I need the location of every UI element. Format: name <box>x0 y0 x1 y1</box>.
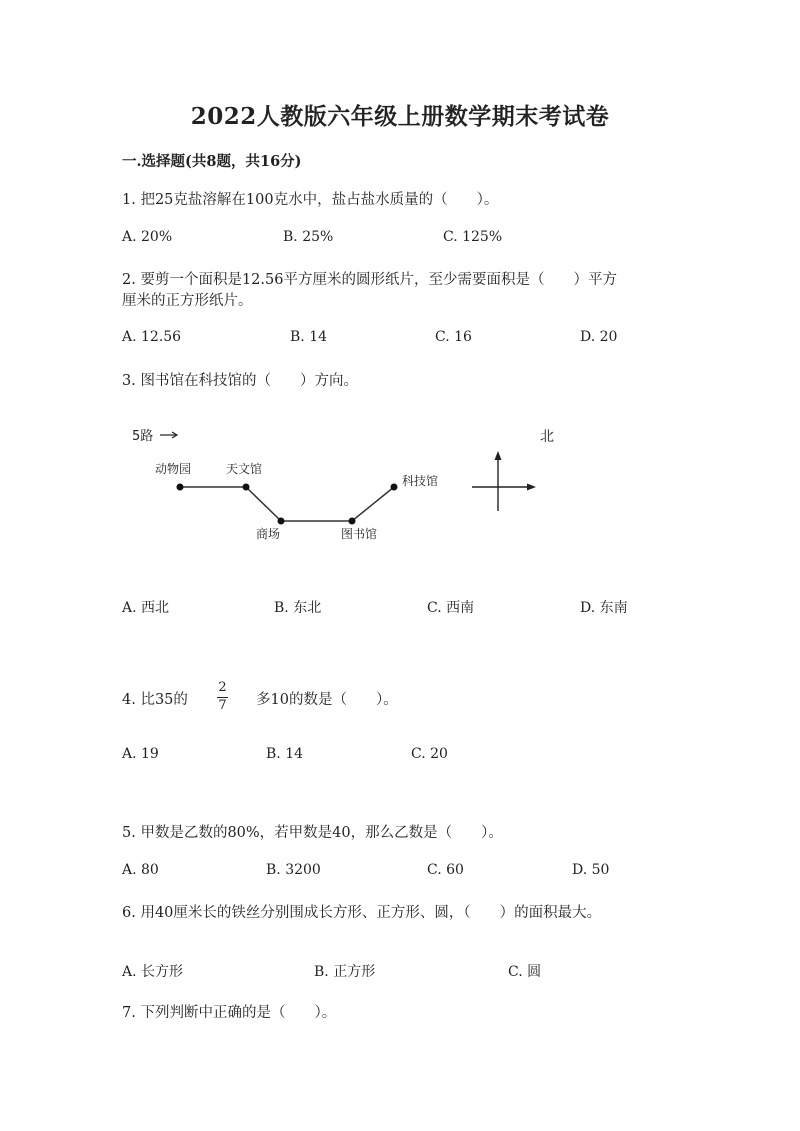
fraction-denominator: 7 <box>218 698 227 713</box>
q2-option-d[interactable]: D. 20 <box>580 329 618 345</box>
question-1: 1. 把25克盐溶解在100克水中，盐占盐水质量的（ ）。 <box>122 192 499 208</box>
q4-option-c[interactable]: C. 20 <box>411 746 448 762</box>
q3-option-a[interactable]: A. 西北 <box>122 600 170 616</box>
stop-label-library: 图书馆 <box>341 527 378 541</box>
section-heading: 一.选择题(共8题，共16分) <box>122 153 302 170</box>
q6-option-c[interactable]: C. 圆 <box>508 964 542 980</box>
q5-option-a[interactable]: A. 80 <box>122 862 159 878</box>
stop-label-mall: 商场 <box>256 527 281 541</box>
fraction-numerator: 2 <box>218 680 227 695</box>
stop-dot-library <box>349 518 356 525</box>
q6-option-a[interactable]: A. 长方形 <box>122 964 184 980</box>
north-label: 北 <box>540 429 554 445</box>
q1-option-a[interactable]: A. 20% <box>122 229 173 245</box>
stop-label-zoo: 动物园 <box>155 462 192 476</box>
q3-option-d[interactable]: D. 东南 <box>580 600 628 616</box>
stop-label-planetarium: 天文馆 <box>226 462 263 476</box>
q2-option-c[interactable]: C. 16 <box>435 329 472 345</box>
stop-dot-sci-museum <box>391 484 398 491</box>
q3-option-b[interactable]: B. 东北 <box>274 600 322 616</box>
q5-option-c[interactable]: C. 60 <box>427 862 464 878</box>
route-line <box>180 487 394 521</box>
page-title: 2022人教版六年级上册数学期末考试卷 <box>190 103 610 130</box>
road-arrow <box>160 432 177 438</box>
stop-dot-mall <box>278 518 285 525</box>
q4-option-a[interactable]: A. 19 <box>122 746 159 762</box>
q6-option-b[interactable]: B. 正方形 <box>314 964 376 980</box>
stop-label-sci-museum: 科技馆 <box>402 474 439 488</box>
question-4-suffix: 多10的数是（ ）。 <box>256 692 398 708</box>
q1-option-b[interactable]: B. 25% <box>283 229 334 245</box>
q2-option-a[interactable]: A. 12.56 <box>122 329 182 345</box>
q1-option-c[interactable]: C. 125% <box>443 229 503 245</box>
compass-cross <box>472 451 536 511</box>
question-6: 6. 用40厘米长的铁丝分别围成长方形、正方形、圆，（ ）的面积最大。 <box>122 905 602 921</box>
q4-option-b[interactable]: B. 14 <box>266 746 304 762</box>
fraction-two-sevenths <box>217 681 228 713</box>
stop-dot-planetarium <box>243 484 250 491</box>
question-4-prefix: 4. 比35的 <box>122 692 188 708</box>
question-5: 5. 甲数是乙数的80%，若甲数是40，那么乙数是（ ）。 <box>122 825 503 841</box>
q3-option-c[interactable]: C. 西南 <box>427 600 475 616</box>
question-2-line-1: 2. 要剪一个面积是12.56平方厘米的圆形纸片，至少需要面积是（ ）平方 <box>122 272 617 288</box>
question-3: 3. 图书馆在科技馆的（ ）方向。 <box>122 373 358 389</box>
stop-dot-zoo <box>177 484 184 491</box>
question-7: 7. 下列判断中正确的是（ ）。 <box>122 1005 337 1021</box>
q5-option-d[interactable]: D. 50 <box>572 862 610 878</box>
q2-option-b[interactable]: B. 14 <box>290 329 328 345</box>
q5-option-b[interactable]: B. 3200 <box>266 862 321 878</box>
road-label: 5路 <box>132 429 154 444</box>
question-2-line-2: 厘米的正方形纸片。 <box>122 293 253 309</box>
